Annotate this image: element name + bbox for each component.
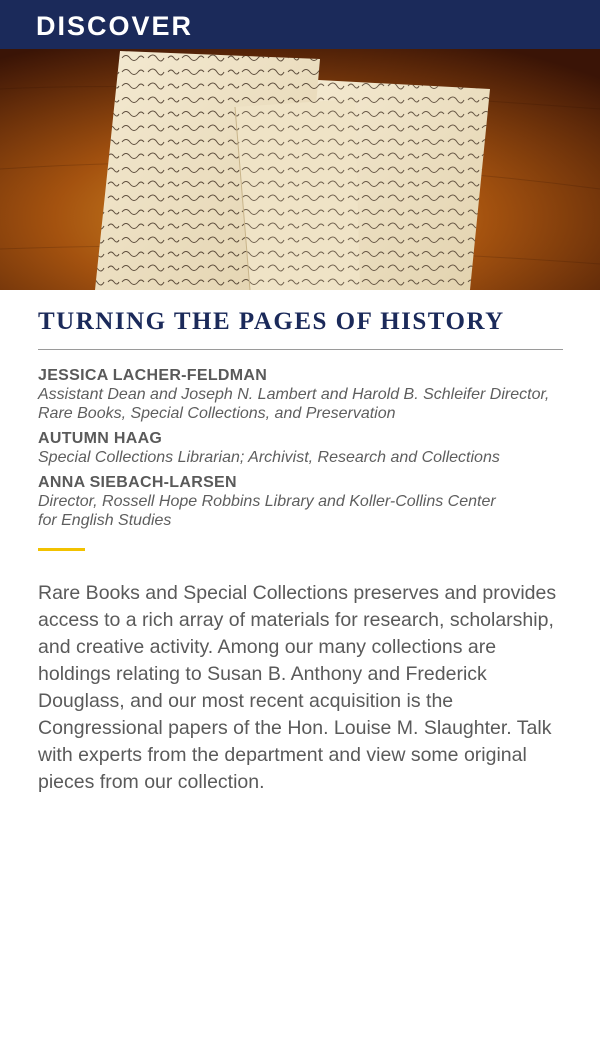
person-title: for English Studies (38, 512, 172, 529)
content (38, 290, 563, 796)
person-title: Director, Rossell Hope Robbins Library and Koller-Collins Center (38, 493, 496, 510)
divider (38, 349, 563, 350)
person-title: Special Collections Librarian; Archivist, Research and Collections (38, 449, 500, 466)
person-entry (38, 366, 563, 423)
person-name: ANNA SIEBACH-LARSEN (38, 474, 237, 491)
description-text: Rare Books and Special Collections preserves and provides access to a rich array of materials for research, scholarship, and creative activity. Among our many collections are holdings relating to Susan B. Anthony and Frederick Douglass, and our most recent acquisition is the Congressional papers of the Hon. Louise M. Slaughter. Talk with experts from the department and view some original pieces from our collection. (38, 582, 557, 793)
people-list (38, 366, 563, 530)
header-title: DISCOVER (36, 11, 194, 41)
accent-line (38, 548, 85, 551)
person-entry (38, 429, 563, 467)
person-name: JESSICA LACHER-FELDMAN (38, 367, 268, 384)
hero-image (0, 49, 600, 290)
page-title: TURNING THE PAGES OF HISTORY (38, 308, 505, 335)
handwritten-letters-photo (0, 49, 600, 290)
person-entry (38, 473, 563, 530)
header-bar (0, 0, 600, 49)
person-title: Rare Books, Special Collections, and Preservation (38, 405, 396, 422)
person-title: Assistant Dean and Joseph N. Lambert and Harold B. Schleifer Director, (38, 386, 550, 403)
person-name: AUTUMN HAAG (38, 430, 163, 447)
